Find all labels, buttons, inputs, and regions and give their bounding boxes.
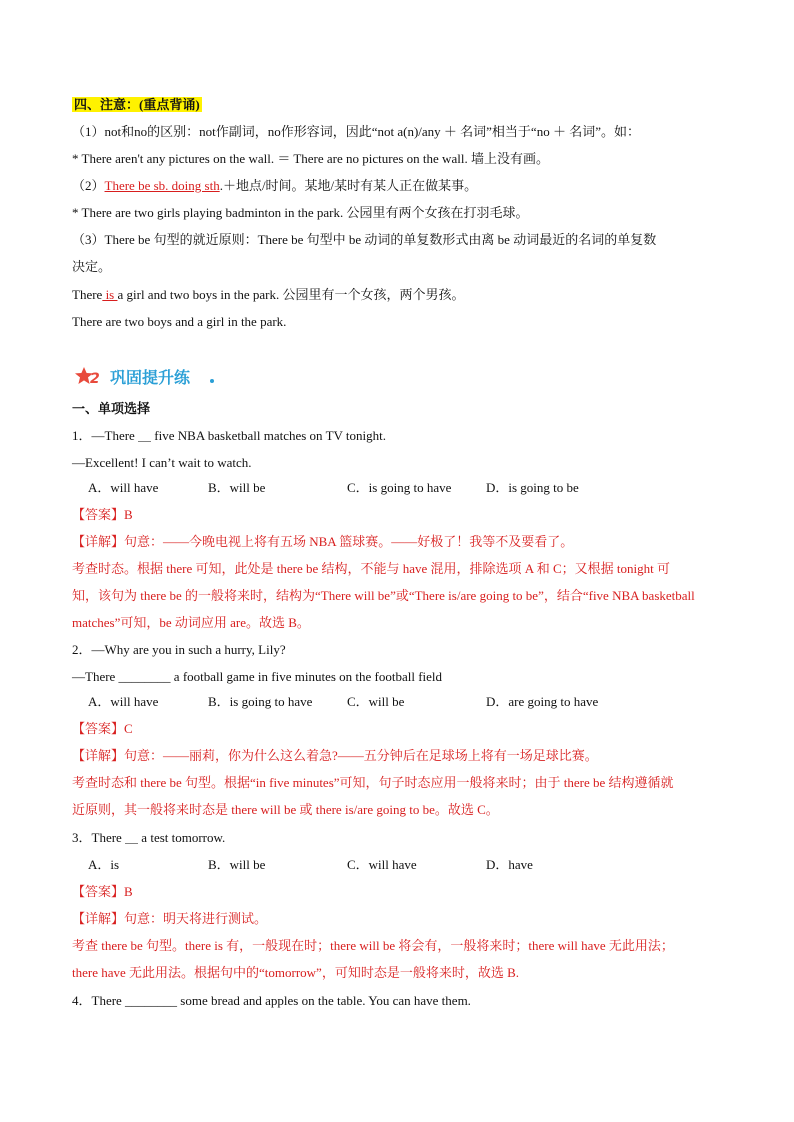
question-1-detail-line: 【详解】句意：——今晚电视上将有五场 NBA 篮球赛。——好极了！我等不及要看了。 bbox=[72, 534, 574, 549]
banner-title: 巩固提升练 bbox=[110, 368, 191, 387]
question-3-detail-line: 【详解】句意：明天将进行测试。 bbox=[72, 911, 268, 926]
question-2-option-b[interactable]: B．is going to have bbox=[208, 694, 313, 709]
section-subheading: 一、单项选择 bbox=[72, 401, 151, 416]
question-2-detail-line: 考查时态和 there be 句型。根据“in five minutes”可知，句子时态应用一般将来时；由于 there be 结构遵循就 bbox=[72, 775, 674, 790]
note-2 bbox=[72, 177, 734, 195]
note-2-prefix: （2） bbox=[72, 178, 105, 193]
question-1-detail-line: 知，该句为 there be 的一般将来时，结构为“There will be”或“There is/are going to be”，结合“five NBA basketball bbox=[72, 588, 695, 603]
example-1-suffix: a girl and two boys in the park. 公园里有一个女孩，两个男孩。 bbox=[117, 287, 465, 302]
notes-heading: 四、注意：(重点背诵) bbox=[74, 97, 200, 112]
note-3-line-1: （3）There be 句型的就近原则：There be 句型中 be 动词的单复数形式由离 be 动词最近的名词的单复数 bbox=[72, 232, 657, 247]
question-3-option-a[interactable]: A．is bbox=[88, 857, 120, 872]
question-3-detail-line: there have 无此用法。根据句中的“tomorrow”，可知时态是一般将来时，故选 B. bbox=[72, 965, 520, 980]
example-1-prefix: There bbox=[72, 287, 103, 302]
question-1-options bbox=[88, 479, 734, 497]
question-3-detail-line: 考查 there be 句型。there is 有，一般现在时；there will be 将会有，一般将来时；there will have 无此用法； bbox=[72, 938, 674, 953]
notes-heading-line bbox=[72, 96, 734, 114]
question-1-detail-line: 考查时态。根据 there 可知，此处是 there be 结构，不能与 have 混用，排除选项 A 和 C；又根据 tonight 可 bbox=[72, 561, 670, 576]
note-3-line-2: 决定。 bbox=[72, 259, 112, 274]
question-2-option-a[interactable]: A．will have bbox=[88, 694, 159, 709]
question-1-option-b[interactable]: B．will be bbox=[208, 480, 266, 495]
question-1-option-a[interactable]: A．will have bbox=[88, 480, 159, 495]
question-2-answer: 【答案】C bbox=[72, 721, 133, 736]
question-2-option-c[interactable]: C．will be bbox=[347, 694, 405, 709]
question-1-answer: 【答案】B bbox=[72, 507, 133, 522]
note-3-example-2: There are two boys and a girl in the park. bbox=[72, 314, 287, 329]
note-3-example-1 bbox=[72, 286, 734, 304]
question-4-stem: 4．There ________ some bread and apples on the table. You can have them. bbox=[72, 993, 471, 1008]
example-1-verb: is bbox=[102, 287, 118, 302]
question-3-option-b[interactable]: B．will be bbox=[208, 857, 266, 872]
question-1-stem-line-1: 1．—There ＿ five NBA basketball matches on TV tonight. bbox=[72, 428, 386, 443]
question-3-stem: 3．There ＿ a test tomorrow. bbox=[72, 830, 226, 845]
note-1-example: * There aren't any pictures on the wall. ＝ There are no pictures on the wall. 墙上没有画。 bbox=[72, 151, 549, 166]
question-2-detail-line: 【详解】句意：——丽莉，你为什么这么着急?——五分钟后在足球场上将有一场足球比赛。 bbox=[72, 748, 598, 763]
svg-text:2: 2 bbox=[90, 371, 100, 386]
question-3-answer: 【答案】B bbox=[72, 884, 133, 899]
star-number-2-icon bbox=[74, 366, 104, 386]
note-2-suffix: .＋地点/时间。某地/某时有某人正在做某事。 bbox=[219, 178, 478, 193]
question-1-stem-line-2: —Excellent! I can’t wait to watch. bbox=[72, 455, 252, 470]
question-1-option-c[interactable]: C．is going to have bbox=[347, 480, 452, 495]
question-3-option-c[interactable]: C．will have bbox=[347, 857, 417, 872]
note-2-pattern: There be sb. doing sth bbox=[104, 178, 220, 193]
question-1-detail-line: matches”可知，be 动词应用 are。故选 B。 bbox=[72, 615, 310, 630]
question-2-options bbox=[88, 693, 734, 711]
question-2-detail-line: 近原则，其一般将来时态是 there will be 或 there is/are going to be。故选 C。 bbox=[72, 802, 499, 817]
question-1-option-d[interactable]: D．is going to be bbox=[486, 480, 579, 495]
note-2-example: * There are two girls playing badminton in the park. 公园里有两个女孩在打羽毛球。 bbox=[72, 205, 529, 220]
question-2-stem-line-2: —There ________ a football game in five minutes on the football field bbox=[72, 669, 443, 684]
banner-dot bbox=[210, 379, 214, 383]
question-2-stem-line-1: 2．—Why are you in such a hurry, Lily? bbox=[72, 642, 286, 657]
question-2-option-d[interactable]: D．are going to have bbox=[486, 694, 599, 709]
question-3-options bbox=[88, 856, 734, 874]
question-3-option-d[interactable]: D．have bbox=[486, 857, 533, 872]
note-1: （1）not和no的区别：not作副词，no作形容词，因此“not a(n)/any ＋ 名词”相当于“no ＋ 名词”。如： bbox=[72, 124, 640, 139]
